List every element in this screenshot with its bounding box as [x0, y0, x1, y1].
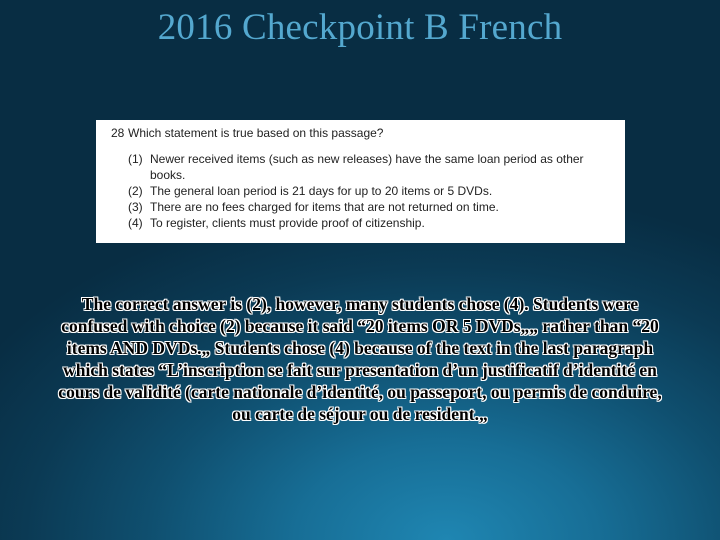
- option-text: There are no fees charged for items that are not returned on time.: [150, 200, 499, 214]
- option-number: (2): [128, 184, 143, 198]
- option-number: (3): [128, 200, 143, 214]
- answer-option: [128, 151, 615, 183]
- answer-option: [128, 215, 615, 231]
- question-prompt-line: [111, 125, 615, 141]
- option-text: Newer received items (such as new releases) have the same loan period as other books.: [150, 152, 584, 182]
- option-text: The general loan period is 21 days for up to 20 items or 5 DVDs.: [150, 184, 493, 198]
- answer-option: [128, 183, 615, 199]
- question-number: 28: [111, 126, 125, 140]
- option-text: To register, clients must provide proof of citizenship.: [150, 216, 425, 230]
- slide-title: 2016 Checkpoint B French: [157, 7, 563, 48]
- question-image: [96, 120, 625, 243]
- question-prompt: Which statement is true based on this passage?: [128, 126, 384, 140]
- answer-options: [111, 151, 615, 231]
- option-number: (1): [128, 152, 143, 166]
- explanation-text: The correct answer is (2), however, many students chose (4). Students were confused with choice (2) because it said “20 items OR 5 DVDs„„ rather than “20 items AND DVDs.„ Students chose (4) because of the text in the last paragraph which states “L’inscription se fait sur presentation d’un justificatif d’identité en cours de validité (carte nationale d’identité, ou passeport, ou permis de conduire, ou carte de séjour ou de resident.„: [58, 294, 662, 424]
- option-number: (4): [128, 216, 143, 230]
- answer-option: [128, 199, 615, 215]
